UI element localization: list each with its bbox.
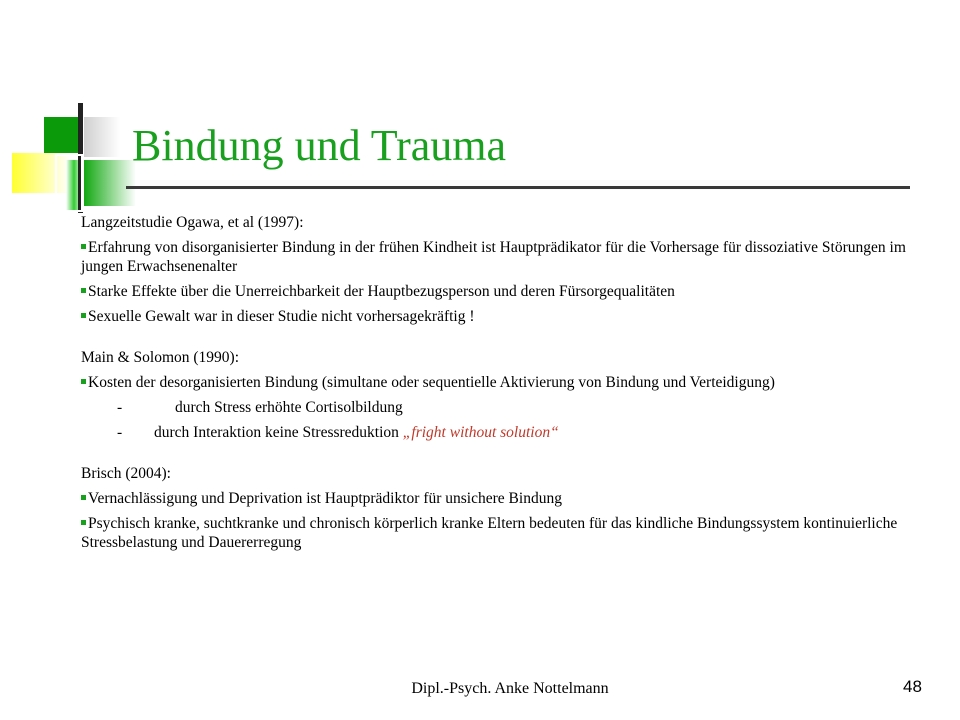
square-bullet-icon — [81, 313, 86, 318]
section-heading-ogawa: Langzeitstudie Ogawa, et al (1997): — [81, 214, 304, 231]
dash-text: durch Interaktion keine Stressreduktion — [154, 424, 399, 441]
slide-content — [81, 213, 931, 552]
square-bullet-icon — [81, 244, 86, 249]
corner-decoration — [0, 0, 140, 220]
bullet-text: Psychisch kranke, suchtkranke und chronisch körperlich kranke Eltern bedeuten für das kindliche Bindungssystem kontinuierliche Stressbelastung und Dauererregung — [81, 515, 898, 551]
dash-marker: - — [117, 424, 123, 441]
dash-marker: - — [117, 399, 123, 416]
section-heading-brisch: Brisch (2004): — [81, 465, 171, 482]
yellow-square — [12, 153, 70, 193]
bullet-item — [81, 307, 931, 326]
section-heading-main-solomon: Main & Solomon (1990): — [81, 349, 240, 366]
square-bullet-icon — [81, 495, 86, 500]
dash-item — [81, 423, 931, 442]
footer — [0, 680, 960, 698]
bullet-item — [81, 373, 931, 392]
grey-gradient-square — [84, 117, 120, 157]
dash-text: durch Stress erhöhte Cortisolbildung — [175, 399, 403, 416]
green-square — [44, 117, 80, 153]
square-bullet-icon — [81, 520, 86, 525]
bullet-item — [81, 514, 931, 552]
title-underline — [126, 186, 910, 189]
square-bullet-icon — [81, 379, 86, 384]
quote-text: „fright without solution“ — [402, 424, 559, 441]
green-gradient-square — [84, 160, 136, 206]
square-bullet-icon — [81, 288, 86, 293]
bullet-item — [81, 489, 931, 508]
bullet-text: Vernachlässigung und Deprivation ist Hauptprädiktor für unsichere Bindung — [88, 490, 562, 507]
bullet-text: Starke Effekte über die Unerreichbarkeit der Hauptbezugsperson und deren Fürsorgequalitäten — [88, 283, 675, 300]
page-number: 48 — [903, 677, 922, 696]
bullet-item — [81, 282, 931, 301]
dash-item — [81, 398, 931, 417]
bullet-text: Sexuelle Gewalt war in dieser Studie nicht vorhersagekräftig ! — [88, 308, 475, 325]
bullet-item — [81, 238, 931, 276]
bullet-text: Erfahrung von disorganisierter Bindung in der frühen Kindheit ist Hauptprädikator für die Vorhersage für dissoziative Störungen im jungen Erwachsenenalter — [81, 239, 906, 275]
bullet-text: Kosten der desorganisierten Bindung (simultane oder sequentielle Aktivierung von Bindung und Verteidigung) — [88, 374, 775, 391]
footer-author: Dipl.-Psych. Anke Nottelmann — [411, 680, 609, 697]
slide-title: Bindung und Trauma — [132, 121, 507, 170]
